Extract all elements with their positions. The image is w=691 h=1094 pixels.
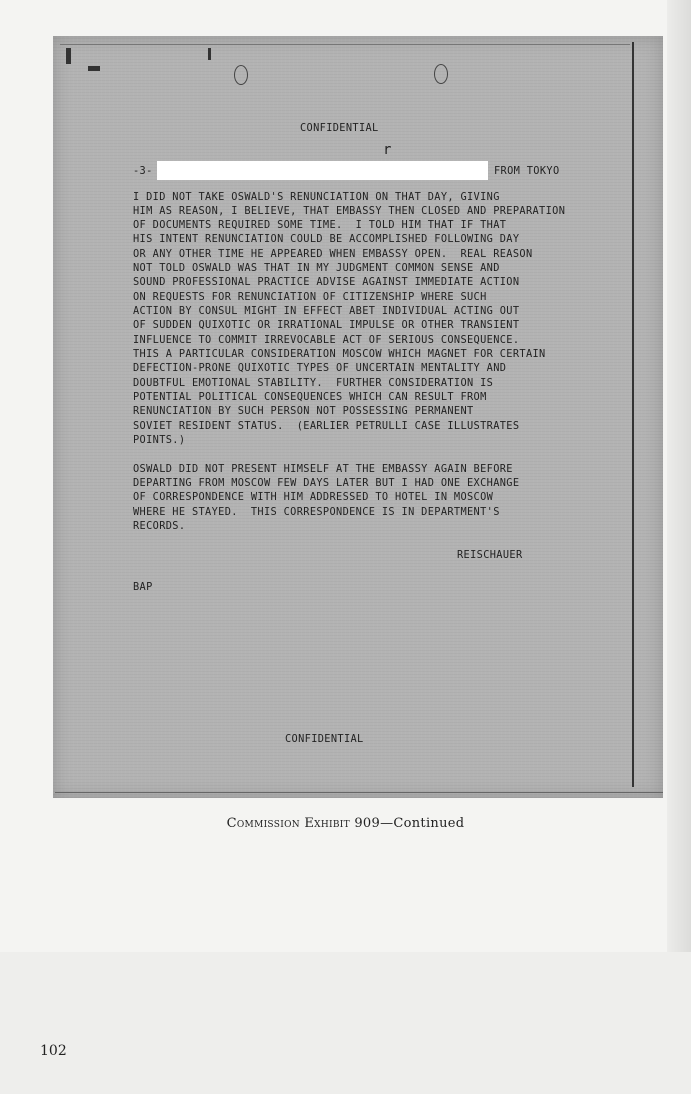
- caption-title: Commission Exhibit 909: [226, 816, 381, 831]
- ink-smudge: [88, 66, 100, 71]
- header-classification: CONFIDENTIAL: [300, 122, 379, 134]
- body-line: OF CORRESPONDENCE WITH HIM ADDRESSED TO HOTEL IN MOSCOW: [133, 491, 494, 503]
- frame-line-right: [632, 42, 634, 787]
- body-line: OF DOCUMENTS REQUIRED SOME TIME. I TOLD HIM THAT IF THAT: [133, 219, 507, 231]
- body-line: INFLUENCE TO COMMIT IRREVOCABLE ACT OF SERIOUS CONSEQUENCE.: [133, 334, 520, 346]
- body-line: POTENTIAL POLITICAL CONSEQUENCES WHICH CAN RESULT FROM: [133, 391, 487, 403]
- caption-suffix: —Continued: [380, 816, 465, 831]
- body-line: OR ANY OTHER TIME HE APPEARED WHEN EMBASSY OPEN. REAL REASON: [133, 248, 533, 260]
- body-line: WHERE HE STAYED. THIS CORRESPONDENCE IS IN DEPARTMENT'S: [133, 506, 500, 518]
- initials: BAP: [133, 581, 153, 593]
- punch-hole-icon: [434, 64, 448, 84]
- body-line: DEFECTION-PRONE QUIXOTIC TYPES OF UNCERTAIN MENTALITY AND: [133, 362, 507, 374]
- footer-classification: CONFIDENTIAL: [285, 733, 364, 745]
- body-line: SOUND PROFESSIONAL PRACTICE ADVISE AGAINST IMMEDIATE ACTION: [133, 276, 520, 288]
- body-line: ON REQUESTS FOR RENUNCIATION OF CITIZENSHIP WHERE SUCH: [133, 291, 487, 303]
- body-line: SOVIET RESIDENT STATUS. (EARLIER PETRULLI CASE ILLUSTRATES: [133, 420, 520, 432]
- body-line: OF SUDDEN QUIXOTIC OR IRRATIONAL IMPULSE OR OTHER TRANSIENT: [133, 319, 520, 331]
- page-marker: -3-: [133, 165, 153, 177]
- ink-smudge: [208, 48, 211, 60]
- page-number: 102: [40, 1043, 67, 1059]
- frame-line-bottom: [55, 792, 663, 793]
- body-line: DEPARTING FROM MOSCOW FEW DAYS LATER BUT I HAD ONE EXCHANGE: [133, 477, 520, 489]
- ink-smudge: [66, 48, 71, 64]
- body-line: POINTS.): [133, 434, 186, 446]
- body-line: DOUBTFUL EMOTIONAL STABILITY. FURTHER CONSIDERATION IS: [133, 377, 494, 389]
- frame-line-top: [60, 44, 630, 45]
- punch-hole-icon: [234, 65, 248, 85]
- body-line: NOT TOLD OSWALD WAS THAT IN MY JUDGMENT COMMON SENSE AND: [133, 262, 500, 274]
- body-line: HIS INTENT RENUNCIATION COULD BE ACCOMPLISHED FOLLOWING DAY: [133, 233, 520, 245]
- body-line: RECORDS.: [133, 520, 186, 532]
- page-bottom-shade: [0, 952, 691, 1094]
- body-line: ACTION BY CONSUL MIGHT IN EFFECT ABET INDIVIDUAL ACTING OUT: [133, 305, 520, 317]
- body-line: OSWALD DID NOT PRESENT HIMSELF AT THE EMBASSY AGAIN BEFORE: [133, 463, 513, 475]
- from-line: FROM TOKYO: [494, 165, 560, 177]
- body-line: THIS A PARTICULAR CONSIDERATION MOSCOW WHICH MAGNET FOR CERTAIN: [133, 348, 546, 360]
- body-line: I DID NOT TAKE OSWALD'S RENUNCIATION ON THAT DAY, GIVING: [133, 191, 500, 203]
- body-line: HIM AS REASON, I BELIEVE, THAT EMBASSY THEN CLOSED AND PREPARATION: [133, 205, 566, 217]
- exhibit-caption: [0, 816, 691, 831]
- redaction-block: [157, 161, 488, 180]
- page-edge: [667, 0, 691, 1094]
- signature: REISCHAUER: [457, 549, 523, 561]
- handwritten-mark: r: [383, 142, 392, 158]
- body-line: RENUNCIATION BY SUCH PERSON NOT POSSESSING PERMANENT: [133, 405, 474, 417]
